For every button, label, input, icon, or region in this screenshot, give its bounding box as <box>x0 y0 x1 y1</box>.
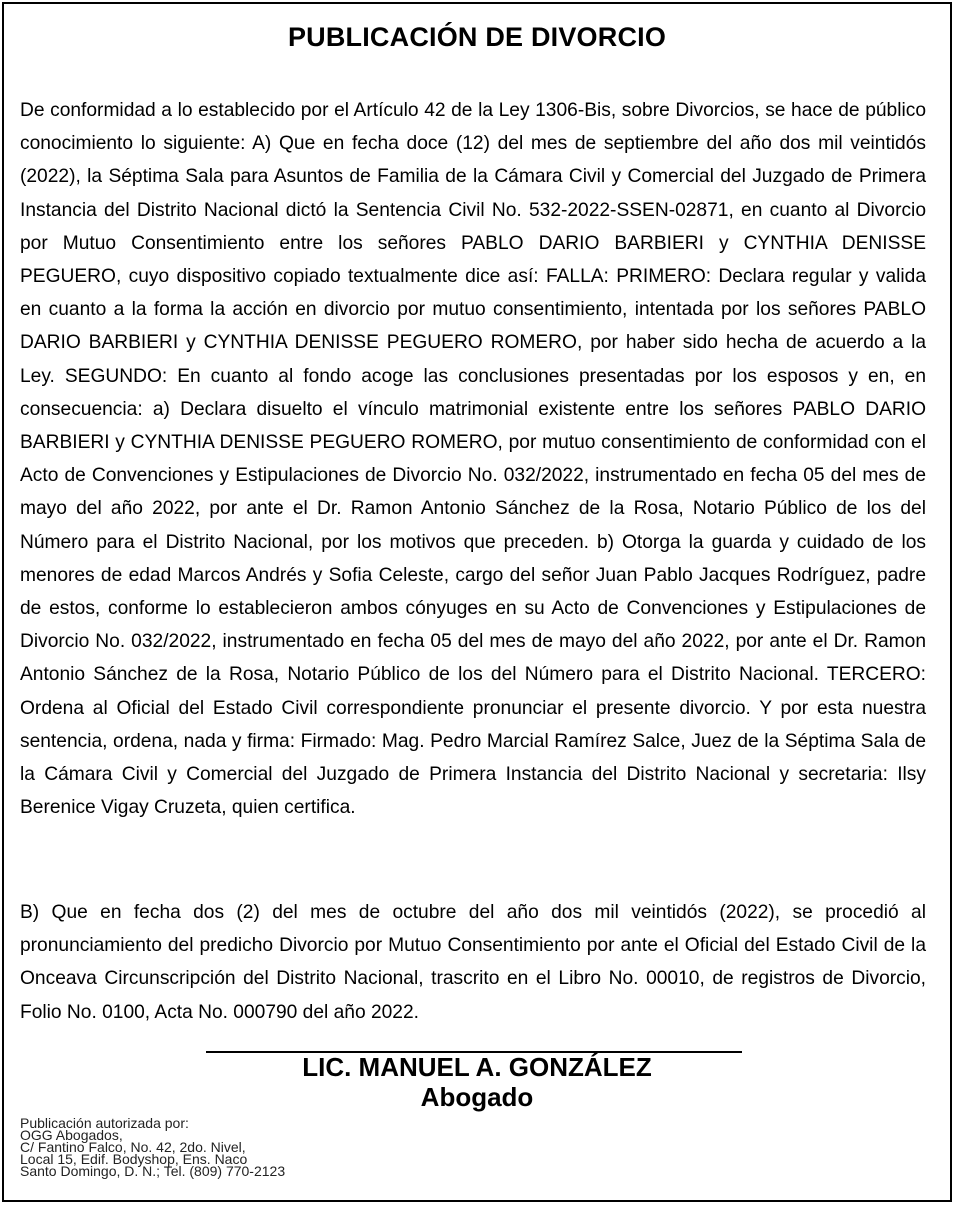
publication-footer <box>20 1117 285 1177</box>
signatory-name: LIC. MANUEL A. GONZÁLEZ <box>302 1052 652 1082</box>
footer-line: Publicación autorizada por: <box>20 1115 189 1131</box>
paragraph-pronouncement: B) Que en fecha dos (2) del mes de octubre del año dos mil veintidós (2022), se procedió al pronunciamiento del predicho Divorcio por Mutuo Consentimiento por ante el Oficial del Estado Civil de la Onceava Circunscripción del Distrito Nacional, trascrito en el Libro No. 00010, de registros de Divorcio, Folio No. 0100, Acta No. 000790 del año 2022. <box>20 902 926 1023</box>
footer-line: Santo Domingo, D. N.; Tel. (809) 770-2123 <box>20 1163 286 1179</box>
document-title: PUBLICACIÓN DE DIVORCIO <box>287 22 667 52</box>
footer-line: Local 15, Edif. Bodyshop, Ens. Naco <box>20 1151 248 1167</box>
paragraph-sentence-details: De conformidad a lo establecido por el Artículo 42 de la Ley 1306-Bis, sobre Divorcios, se hace de público conocimiento lo siguiente: A) Que en fecha doce (12) del mes de septiembre del año dos mil veintidós (2022), la Séptima Sala para Asuntos de Familia de la Cámara Civil y Comercial del Juzgado de Primera Instancia del Distrito Nacional dictó la Sentencia Civil No. 532-2022-SSEN-02871, en cuanto al Divorcio por Mutuo Consentimiento entre los señores PABLO DARIO BARBIERI y CYNTHIA DENISSE PEGUERO, cuyo dispositivo copiado textualmente dice así: FALLA: PRIMERO: Declara regular y valida en cuanto a la forma la acción en divorcio por mutuo consentimiento, intentada por los señores PABLO DARIO BARBIERI y CYNTHIA DENISSE PEGUERO ROMERO, por haber sido hecha de acuerdo a la Ley. SEGUNDO: En cuanto al fondo acoge las conclusiones presentadas por los esposos y en, en consecuencia: a) Declara disuelto el vínculo matrimonial existente entre los señores PABLO DARIO BARBIERI y CYNTHIA DENISSE PEGUERO ROMERO, por mutuo consentimiento de conformidad con el Acto de Convenciones y Estipulaciones de Divorcio No. 032/2022, instrumentado en fecha 05 del mes de mayo del año 2022, por ante el Dr. Ramon Antonio Sánchez de la Rosa, Notario Público de los del Número para el Distrito Nacional, por los motivos que preceden. b) Otorga la guarda y cuidado de los menores de edad Marcos Andrés y Sofia Celeste, cargo del señor Juan Pablo Jacques Rodríguez, padre de estos, conforme lo establecieron ambos cónyuges en su Acto de Convenciones y Estipulaciones de Divorcio No. 032/2022, instrumentado en fecha 05 del mes de mayo del año 2022, por ante el Dr. Ramon Antonio Sánchez de la Rosa, Notario Público de los del Número para el Distrito Nacional. TERCERO: Ordena al Oficial del Estado Civil correspondiente pronunciar el presente divorcio. Y por esta nuestra sentencia, ordena, nada y firma: Firmado: Mag. Pedro Marcial Ramírez Salce, Juez de la Séptima Sala de la Cámara Civil y Comercial del Juzgado de Primera Instancia del Distrito Nacional y secretaria: Ilsy Berenice Vigay Cruzeta, quien certifica. <box>20 100 926 819</box>
footer-line: OGG Abogados, <box>20 1127 123 1143</box>
footer-line: C/ Fantino Falco, No. 42, 2do. Nivel, <box>20 1139 246 1155</box>
signatory-role: Abogado <box>420 1082 534 1112</box>
